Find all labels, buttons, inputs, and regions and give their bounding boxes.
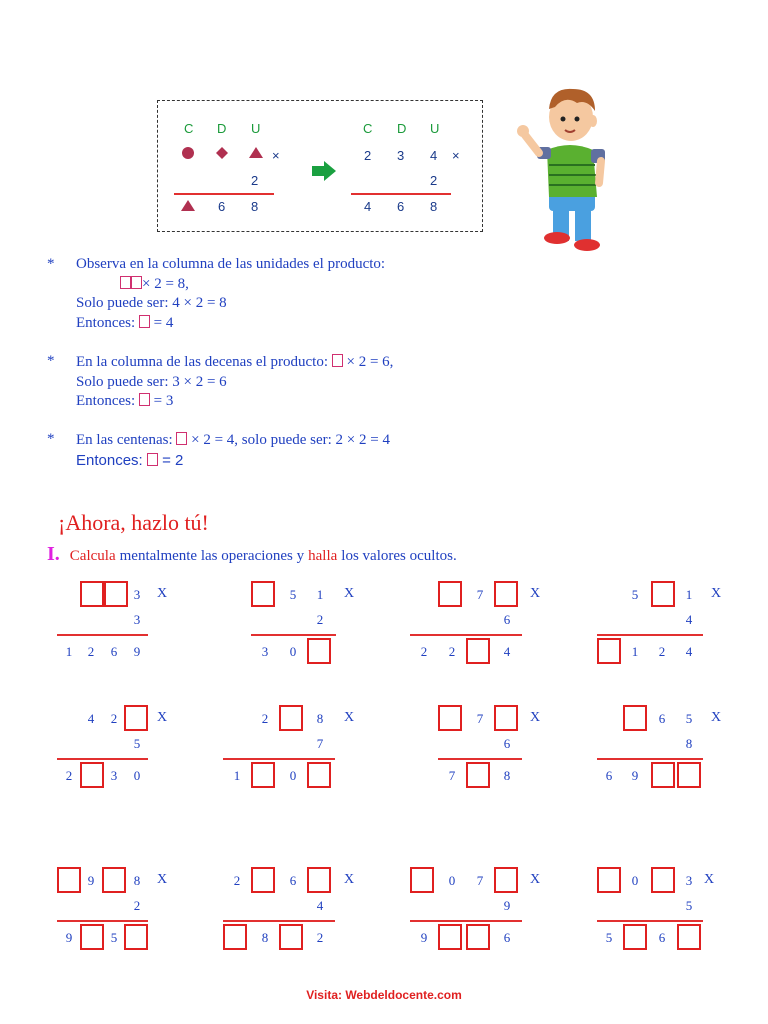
blank-square-icon (332, 354, 343, 367)
ex9-result-digit: 9 (65, 930, 73, 945)
footer-link[interactable]: Visita: Webdeldocente.com (306, 988, 462, 1002)
ex9-result-blank-box[interactable] (124, 924, 148, 950)
ex4-multiplier: 4 (685, 612, 693, 627)
ex11-result-blank-box[interactable] (466, 924, 490, 950)
right-result-d: 6 (397, 199, 405, 214)
ex12-multiplier: 5 (685, 898, 693, 913)
times-sign: × (272, 148, 280, 163)
ex8-multiplier: 8 (685, 736, 693, 751)
section-number: I. (47, 543, 60, 565)
ex4-result-line (597, 634, 703, 636)
right-multiplier: 2 (430, 173, 438, 188)
blank-square-icon (147, 453, 158, 466)
header-c: C (184, 121, 194, 136)
instruction-w1: Calcula (69, 548, 116, 564)
ex12-top-blank-box[interactable] (651, 867, 675, 893)
explanation-1 (76, 255, 496, 333)
ex3-top-digit: 7 (476, 587, 484, 602)
ex5-top-digit: 2 (110, 711, 118, 726)
ex10-multiplier: 4 (316, 898, 324, 913)
ex9-result-line (57, 920, 148, 922)
ex5-result-blank-box[interactable] (80, 762, 104, 788)
ex1-result-digit: 2 (87, 644, 95, 659)
ex4-top-digit: 1 (685, 587, 693, 602)
instruction-w2: mentalmente las operaciones y (119, 548, 305, 564)
ex8-result-blank-box[interactable] (677, 762, 701, 788)
ex5-result-digit: 3 (110, 768, 118, 783)
blank-square-icon (120, 276, 131, 289)
times-sign-right: × (452, 148, 460, 163)
ex8-top-digit: 5 (685, 711, 693, 726)
blank-square-icon (176, 432, 187, 445)
ex4-result-digit: 2 (658, 644, 666, 659)
ex4-top-digit: 5 (631, 587, 639, 602)
blank-square-icon (131, 276, 142, 289)
ex2-top-digit: 5 (289, 587, 297, 602)
boy-illustration (515, 85, 615, 257)
ex10-result-line (223, 920, 335, 922)
ex1-top-digit: 3 (133, 587, 141, 602)
ex10-top-digit: 2 (233, 873, 241, 888)
ex10-top-blank-box[interactable] (307, 867, 331, 893)
explanation-2-line-1: En la columna de las decenas el producto: × 2 = 6, (76, 354, 394, 370)
bullet-3: * (47, 431, 55, 447)
ex2-top-blank-box[interactable] (251, 581, 275, 607)
ex6-top-digit: 2 (261, 711, 269, 726)
right-top-d: 3 (397, 148, 405, 163)
ex5-result-digit: 2 (65, 768, 73, 783)
ex6-times-sign: X (344, 710, 355, 725)
explanation-1-line-1: Observa en la columna de las unidades el producto: (76, 256, 386, 272)
explanation-1-line-4: Entonces: = 4 (76, 314, 174, 331)
ex8-times-sign: X (711, 710, 722, 725)
ex2-result-line (251, 634, 336, 636)
ex5-multiplier: 5 (133, 736, 141, 751)
ex11-top-digit: 0 (448, 873, 456, 888)
ex10-result-blank-box[interactable] (279, 924, 303, 950)
ex12-top-blank-box[interactable] (597, 867, 621, 893)
example-result-d: 6 (218, 199, 226, 214)
ex11-result-digit: 6 (503, 930, 511, 945)
ex2-times-sign: X (344, 586, 355, 601)
header-d: D (217, 121, 227, 136)
ex5-result-line (57, 758, 148, 760)
ex6-result-blank-box[interactable] (307, 762, 331, 788)
ex11-top-blank-box[interactable] (494, 867, 518, 893)
ex8-result-digit: 6 (605, 768, 613, 783)
blank-square-icon (139, 315, 150, 328)
ex10-result-blank-box[interactable] (223, 924, 247, 950)
ex8-top-blank-box[interactable] (623, 705, 647, 731)
explanation-3-line-2: Entonces: = 2 (76, 451, 184, 469)
ex12-top-digit: 0 (631, 873, 639, 888)
triangle-shape-icon (180, 198, 196, 214)
ex7-top-blank-box[interactable] (438, 705, 462, 731)
ex1-result-digit: 1 (65, 644, 73, 659)
ex10-times-sign: X (344, 872, 355, 887)
example-multiplier: 2 (251, 173, 259, 188)
right-top-c: 2 (364, 148, 372, 163)
ex10-top-digit: 6 (289, 873, 297, 888)
ex6-result-digit: 0 (289, 768, 297, 783)
ex9-top-blank-box[interactable] (57, 867, 81, 893)
ex9-times-sign: X (157, 872, 168, 887)
right-result-c: 4 (364, 199, 372, 214)
ex2-multiplier: 2 (316, 612, 324, 627)
ex3-top-blank-box[interactable] (438, 581, 462, 607)
ex8-result-digit: 9 (631, 768, 639, 783)
ex5-top-digit: 4 (87, 711, 95, 726)
bullet-2: * (47, 353, 55, 369)
ex7-result-digit: 7 (448, 768, 456, 783)
ex3-result-digit: 2 (420, 644, 428, 659)
ex7-multiplier: 6 (503, 736, 511, 751)
ex12-result-digit: 5 (605, 930, 613, 945)
ex1-top-blank-box[interactable] (104, 581, 128, 607)
ex12-result-digit: 6 (658, 930, 666, 945)
ex11-result-blank-box[interactable] (438, 924, 462, 950)
right-result-u: 8 (430, 199, 438, 214)
ex7-times-sign: X (530, 710, 541, 725)
example-result-u: 8 (251, 199, 259, 214)
ex4-result-blank-box[interactable] (597, 638, 621, 664)
ex7-top-blank-box[interactable] (494, 705, 518, 731)
instruction-w4: los valores ocultos. (341, 548, 457, 564)
ex3-result-blank-box[interactable] (466, 638, 490, 664)
ex11-multiplier: 9 (503, 898, 511, 913)
header-u: U (251, 121, 261, 136)
explanation-3 (76, 431, 496, 470)
green-arrow-icon (312, 161, 338, 181)
ex7-result-line (438, 758, 522, 760)
ex11-result-line (410, 920, 522, 922)
bullet-1: * (47, 256, 55, 272)
explanation-3-line-1: En las centenas: × 2 = 4, solo puede ser: 2 × 2 = 4 (76, 432, 390, 448)
ex5-times-sign: X (157, 710, 168, 725)
ex7-result-digit: 8 (503, 768, 511, 783)
ex5-result-digit: 0 (133, 768, 141, 783)
ex3-result-digit: 2 (448, 644, 456, 659)
ex4-result-digit: 4 (685, 644, 693, 659)
ex6-result-blank-box[interactable] (251, 762, 275, 788)
ex3-times-sign: X (530, 586, 541, 601)
ex3-top-blank-box[interactable] (494, 581, 518, 607)
ex1-result-line (57, 634, 148, 636)
ex6-top-blank-box[interactable] (279, 705, 303, 731)
ex9-result-digit: 5 (110, 930, 118, 945)
ex1-times-sign: X (157, 586, 168, 601)
ex3-multiplier: 6 (503, 612, 511, 627)
ex12-times-sign: X (704, 872, 715, 887)
instruction (47, 543, 457, 566)
ex10-result-digit: 8 (261, 930, 269, 945)
ex7-result-blank-box[interactable] (466, 762, 490, 788)
ex8-result-blank-box[interactable] (651, 762, 675, 788)
ex6-multiplier: 7 (316, 736, 324, 751)
ex6-top-digit: 8 (316, 711, 324, 726)
ex9-top-digit: 9 (87, 873, 95, 888)
example-frame (157, 100, 483, 232)
header-c-right: C (363, 121, 373, 136)
example-line (174, 193, 274, 195)
ex8-top-digit: 6 (658, 711, 666, 726)
ex3-result-digit: 4 (503, 644, 511, 659)
ex6-result-digit: 1 (233, 768, 241, 783)
ex1-result-digit: 6 (110, 644, 118, 659)
ex6-result-line (223, 758, 335, 760)
header-d-right: D (397, 121, 407, 136)
ex2-result-digit: 3 (261, 644, 269, 659)
hidden-digit-shapes-icon (180, 145, 300, 161)
explanation-2-line-3: Entonces: = 3 (76, 393, 174, 409)
ex1-multiplier: 3 (133, 612, 141, 627)
ex1-result-digit: 9 (133, 644, 141, 659)
ex9-multiplier: 2 (133, 898, 141, 913)
ex2-result-digit: 0 (289, 644, 297, 659)
ex11-top-digit: 7 (476, 873, 484, 888)
right-line (351, 193, 451, 195)
ex12-result-blank-box[interactable] (623, 924, 647, 950)
ex12-top-digit: 3 (685, 873, 693, 888)
ex4-result-digit: 1 (631, 644, 639, 659)
explanation-2 (76, 353, 496, 412)
ex4-top-blank-box[interactable] (651, 581, 675, 607)
ex12-result-blank-box[interactable] (677, 924, 701, 950)
ex2-result-blank-box[interactable] (307, 638, 331, 664)
ex11-top-blank-box[interactable] (410, 867, 434, 893)
ex9-top-digit: 8 (133, 873, 141, 888)
instruction-w3: halla (308, 548, 338, 564)
ex8-result-line (597, 758, 703, 760)
ex7-top-digit: 7 (476, 711, 484, 726)
explanation-2-line-2: Solo puede ser: 3 × 2 = 6 (76, 373, 227, 390)
ex10-result-digit: 2 (316, 930, 324, 945)
blank-square-icon (139, 393, 150, 406)
ex3-result-line (410, 634, 522, 636)
right-top-u: 4 (430, 148, 438, 163)
explanation-1-line-2: × 2 = 8, (76, 275, 496, 295)
ex5-top-blank-box[interactable] (124, 705, 148, 731)
ex2-top-digit: 1 (316, 587, 324, 602)
ex12-result-line (597, 920, 703, 922)
ex4-times-sign: X (711, 586, 722, 601)
ex9-top-blank-box[interactable] (102, 867, 126, 893)
ex11-times-sign: X (530, 872, 541, 887)
explanation-1-line-3: Solo puede ser: 4 × 2 = 8 (76, 295, 227, 311)
ex11-result-digit: 9 (420, 930, 428, 945)
ex1-top-blank-box[interactable] (80, 581, 104, 607)
page-heading: ¡Ahora, hazlo tú! (58, 510, 209, 535)
ex10-top-blank-box[interactable] (251, 867, 275, 893)
ex9-result-blank-box[interactable] (80, 924, 104, 950)
header-u-right: U (430, 121, 440, 136)
